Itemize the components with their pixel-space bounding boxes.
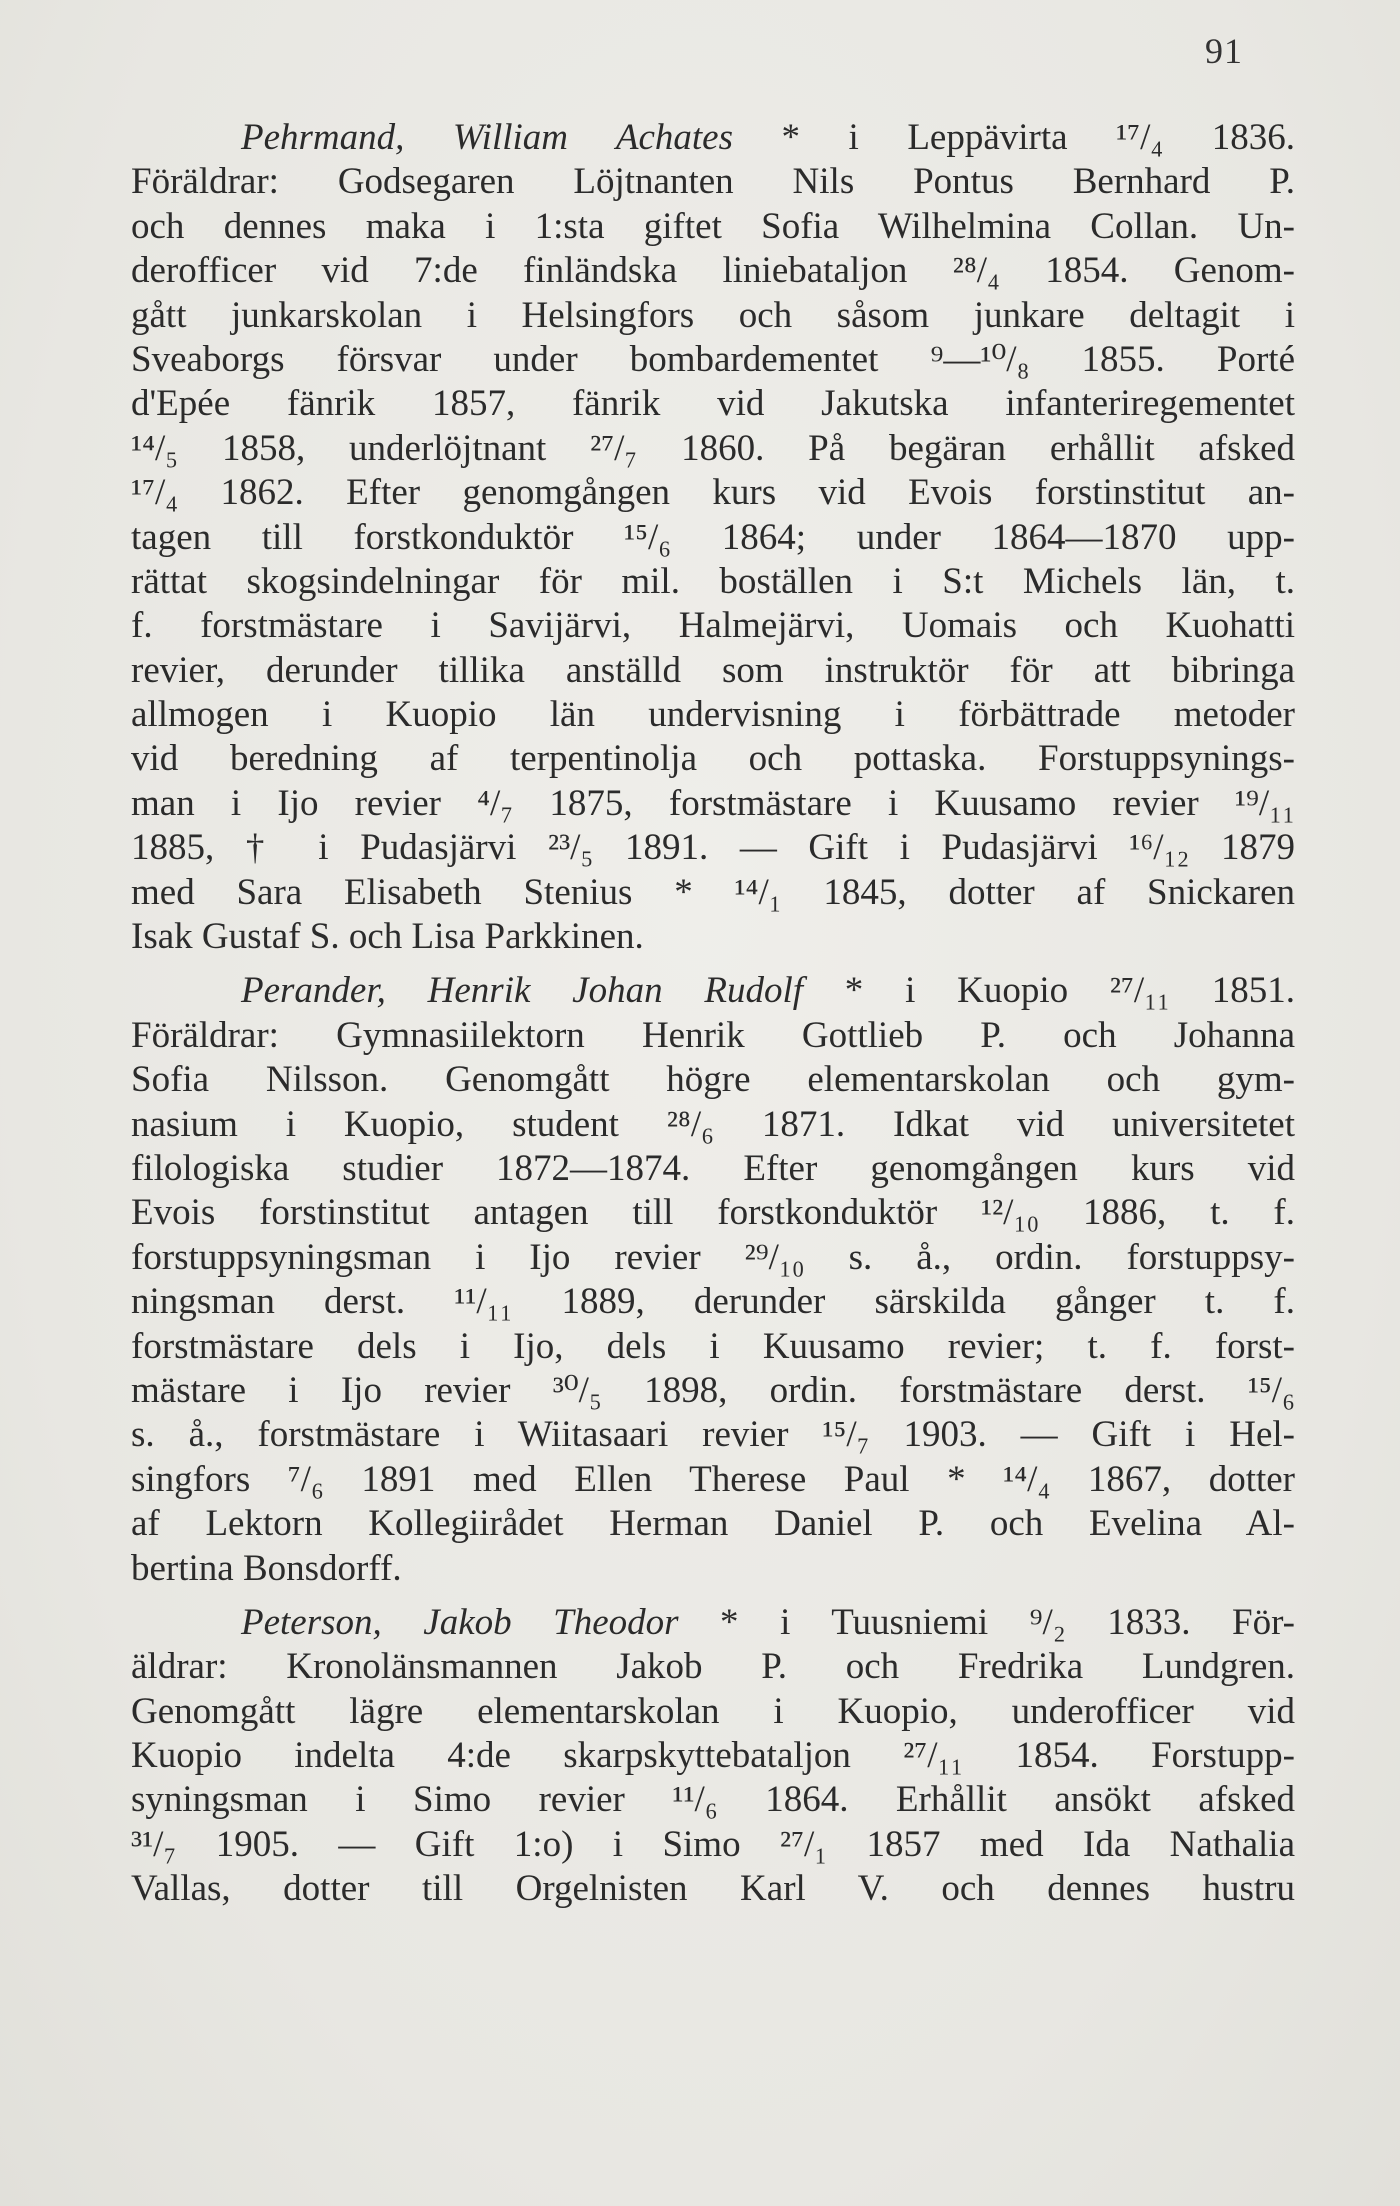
entry-separator: [131, 959, 1295, 969]
entry-text-line: Kuopio indelta 4:de skarpskyttebataljon ²⁷/₁₁ 1854. Forstupp-: [131, 1735, 1295, 1777]
entry-text-line: ¹⁷/₄ 1862. Efter genomgången kurs vid Evois forstinstitut an-: [131, 472, 1295, 514]
entry-heading-line: [131, 1601, 1295, 1645]
entry-text-line: nasium i Kuopio, student ²⁸/₆ 1871. Idkat vid universitetet: [131, 1103, 1295, 1145]
entry-text-line: och dennes maka i 1:sta giftet Sofia Wilhelmina Collan. Un-: [131, 205, 1295, 247]
entry-text-line: af Lektorn Kollegiirådet Herman Daniel P. och Evelina Al-: [131, 1503, 1295, 1545]
entry-text-line: Genomgått lägre elementarskolan i Kuopio, underofficer vid: [131, 1690, 1295, 1732]
entry-perander: [131, 969, 1295, 1590]
entry-text-line: ningsman derst. ¹¹/₁₁ 1889, derunder särskilda gånger t. f.: [131, 1281, 1295, 1323]
entry-text-line: tagen till forstkonduktör ¹⁵/₆ 1864; under 1864—1870 upp-: [131, 516, 1295, 558]
entry-text-line: Isak Gustaf S. och Lisa Parkkinen.: [131, 916, 644, 958]
entry-text-line: bertina Bonsdorff.: [131, 1547, 402, 1589]
entry-text: * i Kuopio ²⁷/₁₁ 1851.: [803, 970, 1295, 1012]
entry-heading-line: [131, 116, 1295, 160]
entry-text-line: derofficer vid 7:de finländska liniebataljon ²⁸/₄ 1854. Genom-: [131, 250, 1295, 292]
entry-separator: [131, 1591, 1295, 1601]
page-number: 91: [1205, 31, 1243, 71]
entry-text-line: singfors ⁷/₆ 1891 med Ellen Therese Paul * ¹⁴/₄ 1867, dotter: [131, 1458, 1295, 1500]
entry-text: * i Tuusniemi ⁹/₂ 1833. För-: [678, 1601, 1295, 1643]
entry-text-line: allmogen i Kuopio län undervisning i förbättrade metoder: [131, 694, 1295, 736]
biographical-entries: [131, 116, 1295, 1912]
entry-text-line: Sveaborgs försvar under bombardementet ⁹—¹⁰/₈ 1855. Porté: [131, 338, 1295, 380]
person-name: Peterson, Jakob Theodor: [241, 1601, 679, 1643]
entry-text-line: f. forstmästare i Savijärvi, Halmejärvi, Uomais och Kuohatti: [131, 605, 1295, 647]
entry-text-line: s. å., forstmästare i Wiitasaari revier ¹⁵/₇ 1903. — Gift i Hel-: [131, 1414, 1295, 1456]
entry-heading-line: [131, 969, 1295, 1013]
person-name: Perander, Henrik Johan Rudolf: [241, 970, 804, 1012]
entry-peterson: [131, 1601, 1295, 1912]
entry-text-line: forstmästare dels i Ijo, dels i Kuusamo revier; t. f. forst-: [131, 1325, 1295, 1367]
entry-text: * i Leppävirta ¹⁷/₄ 1836.: [733, 117, 1296, 158]
entry-text-line: forstuppsyningsman i Ijo revier ²⁹/₁₀ s. å., ordin. forstuppsy-: [131, 1236, 1295, 1278]
entry-text-line: ¹⁴/₅ 1858, underlöjtnant ²⁷/₇ 1860. På begäran erhållit afsked: [131, 427, 1295, 469]
entry-text-line: med Sara Elisabeth Stenius * ¹⁴/₁ 1845, dotter af Snickaren: [131, 871, 1295, 913]
entry-text-line: gått junkarskolan i Helsingfors och såsom junkare deltagit i: [131, 294, 1295, 336]
entry-text-line: filologiska studier 1872—1874. Efter genomgången kurs vid: [131, 1147, 1295, 1189]
entry-text-line: vid beredning af terpentinolja och pottaska. Forstuppsynings-: [131, 738, 1295, 780]
entry-text-line: mästare i Ijo revier ³⁰/₅ 1898, ordin. forstmästare derst. ¹⁵/₆: [131, 1369, 1295, 1411]
entry-text-line: äldrar: Kronolänsmannen Jakob P. och Fredrika Lundgren.: [131, 1646, 1295, 1688]
entry-text-line: revier, derunder tillika anställd som instruktör för att bibringa: [131, 649, 1295, 691]
entry-text-line: rättat skogsindelningar för mil. boställen i S:t Michels län, t.: [131, 560, 1295, 602]
entry-pehrmand: [131, 116, 1295, 959]
entry-text-line: 1885, † i Pudasjärvi ²³/₅ 1891. — Gift i Pudasjärvi ¹⁶/₁₂ 1879: [131, 827, 1295, 869]
entry-text-line: syningsman i Simo revier ¹¹/₆ 1864. Erhållit ansökt afsked: [131, 1779, 1295, 1821]
entry-text-line: Sofia Nilsson. Genomgått högre elementarskolan och gym-: [131, 1059, 1295, 1101]
entry-text-line: Föräldrar: Godsegaren Löjtnanten Nils Pontus Bernhard P.: [131, 161, 1295, 203]
entry-text-line: d'Epée fänrik 1857, fänrik vid Jakutska infanteriregementet: [131, 383, 1295, 425]
entry-text-line: man i Ijo revier ⁴/₇ 1875, forstmästare i Kuusamo revier ¹⁹/₁₁: [131, 782, 1295, 824]
entry-text-line: Evois forstinstitut antagen till forstkonduktör ¹²/₁₀ 1886, t. f.: [131, 1192, 1295, 1234]
entry-text-line: Vallas, dotter till Orgelnisten Karl V. och dennes hustru: [131, 1868, 1295, 1910]
entry-text-line: ³¹/₇ 1905. — Gift 1:o) i Simo ²⁷/₁ 1857 med Ida Nathalia: [131, 1823, 1295, 1865]
entry-text-line: Föräldrar: Gymnasiilektorn Henrik Gottlieb P. och Johanna: [131, 1014, 1295, 1056]
person-name: Pehrmand, William Achates: [241, 117, 733, 158]
